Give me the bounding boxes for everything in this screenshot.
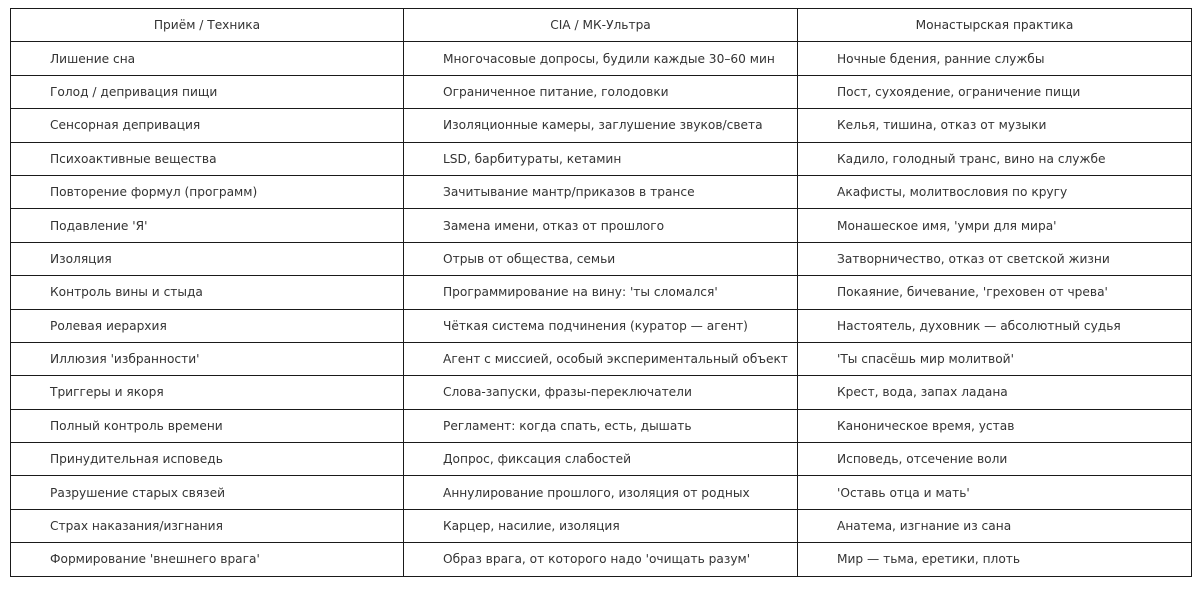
cell-monastic-practice: Настоятель, духовник — абсолютный судья (798, 309, 1192, 342)
cell-cia-practice: Многочасовые допросы, будили каждые 30–60 мин (404, 42, 798, 75)
cell-cia-practice: Карцер, насилие, изоляция (404, 509, 798, 542)
cell-cia-practice: Аннулирование прошлого, изоляция от родных (404, 476, 798, 509)
cell-technique: Формирование 'внешнего врага' (11, 543, 404, 576)
cell-cia-practice: Программирование на вину: 'ты сломался' (404, 276, 798, 309)
cell-cia-practice: Замена имени, отказ от прошлого (404, 209, 798, 242)
cell-monastic-practice: Монашеское имя, 'умри для мира' (798, 209, 1192, 242)
cell-cia-practice: LSD, барбитураты, кетамин (404, 142, 798, 175)
table-row (11, 342, 1192, 375)
table-row (11, 276, 1192, 309)
cell-cia-practice: Чёткая система подчинения (куратор — агент) (404, 309, 798, 342)
cell-technique: Подавление 'Я' (11, 209, 404, 242)
cell-technique: Лишение сна (11, 42, 404, 75)
cell-monastic-practice: Ночные бдения, ранние службы (798, 42, 1192, 75)
cell-cia-practice: Образ врага, от которого надо 'очищать разум' (404, 543, 798, 576)
table-row (11, 75, 1192, 108)
cell-cia-practice: Изоляционные камеры, заглушение звуков/света (404, 109, 798, 142)
cell-cia-practice: Зачитывание мантр/приказов в трансе (404, 175, 798, 208)
cell-monastic-practice: Затворничество, отказ от светской жизни (798, 242, 1192, 275)
table-body (11, 42, 1192, 576)
cell-monastic-practice: Покаяние, бичевание, 'греховен от чрева' (798, 276, 1192, 309)
table-row (11, 175, 1192, 208)
cell-technique: Психоактивные вещества (11, 142, 404, 175)
cell-cia-practice: Слова-запуски, фразы-переключатели (404, 376, 798, 409)
cell-technique: Иллюзия 'избранности' (11, 342, 404, 375)
cell-technique: Ролевая иерархия (11, 309, 404, 342)
cell-monastic-practice: 'Ты спасёшь мир молитвой' (798, 342, 1192, 375)
table-row (11, 443, 1192, 476)
cell-technique: Принудительная исповедь (11, 443, 404, 476)
cell-technique: Голод / депривация пищи (11, 75, 404, 108)
cell-monastic-practice: Каноническое время, устав (798, 409, 1192, 442)
table-row (11, 509, 1192, 542)
cell-cia-practice: Допрос, фиксация слабостей (404, 443, 798, 476)
table-row (11, 209, 1192, 242)
table-row (11, 476, 1192, 509)
table-row (11, 242, 1192, 275)
cell-technique: Контроль вины и стыда (11, 276, 404, 309)
cell-monastic-practice: Крест, вода, запах ладана (798, 376, 1192, 409)
cell-technique: Полный контроль времени (11, 409, 404, 442)
cell-cia-practice: Регламент: когда спать, есть, дышать (404, 409, 798, 442)
column-header-cia: CIA / МК-Ультра (404, 9, 798, 42)
cell-technique: Разрушение старых связей (11, 476, 404, 509)
cell-monastic-practice: Акафисты, молитвословия по кругу (798, 175, 1192, 208)
cell-cia-practice: Отрыв от общества, семьи (404, 242, 798, 275)
cell-monastic-practice: Келья, тишина, отказ от музыки (798, 109, 1192, 142)
table-header (11, 9, 1192, 42)
comparison-table-container (10, 8, 1191, 577)
table-row (11, 109, 1192, 142)
table-row (11, 42, 1192, 75)
cell-technique: Повторение формул (программ) (11, 175, 404, 208)
column-header-technique: Приём / Техника (11, 9, 404, 42)
cell-monastic-practice: Кадило, голодный транс, вино на службе (798, 142, 1192, 175)
column-header-monastic: Монастырская практика (798, 9, 1192, 42)
cell-technique: Триггеры и якоря (11, 376, 404, 409)
table-row (11, 543, 1192, 576)
cell-technique: Изоляция (11, 242, 404, 275)
cell-monastic-practice: Пост, сухоядение, ограничение пищи (798, 75, 1192, 108)
cell-technique: Сенсорная депривация (11, 109, 404, 142)
cell-monastic-practice: Исповедь, отсечение воли (798, 443, 1192, 476)
header-row (11, 9, 1192, 42)
cell-cia-practice: Агент с миссией, особый экспериментальный объект (404, 342, 798, 375)
cell-cia-practice: Ограниченное питание, голодовки (404, 75, 798, 108)
table-row (11, 142, 1192, 175)
cell-monastic-practice: Мир — тьма, еретики, плоть (798, 543, 1192, 576)
cell-technique: Страх наказания/изгнания (11, 509, 404, 542)
cell-monastic-practice: 'Оставь отца и мать' (798, 476, 1192, 509)
comparison-table (10, 8, 1192, 577)
table-row (11, 409, 1192, 442)
cell-monastic-practice: Анатема, изгнание из сана (798, 509, 1192, 542)
table-row (11, 376, 1192, 409)
table-row (11, 309, 1192, 342)
